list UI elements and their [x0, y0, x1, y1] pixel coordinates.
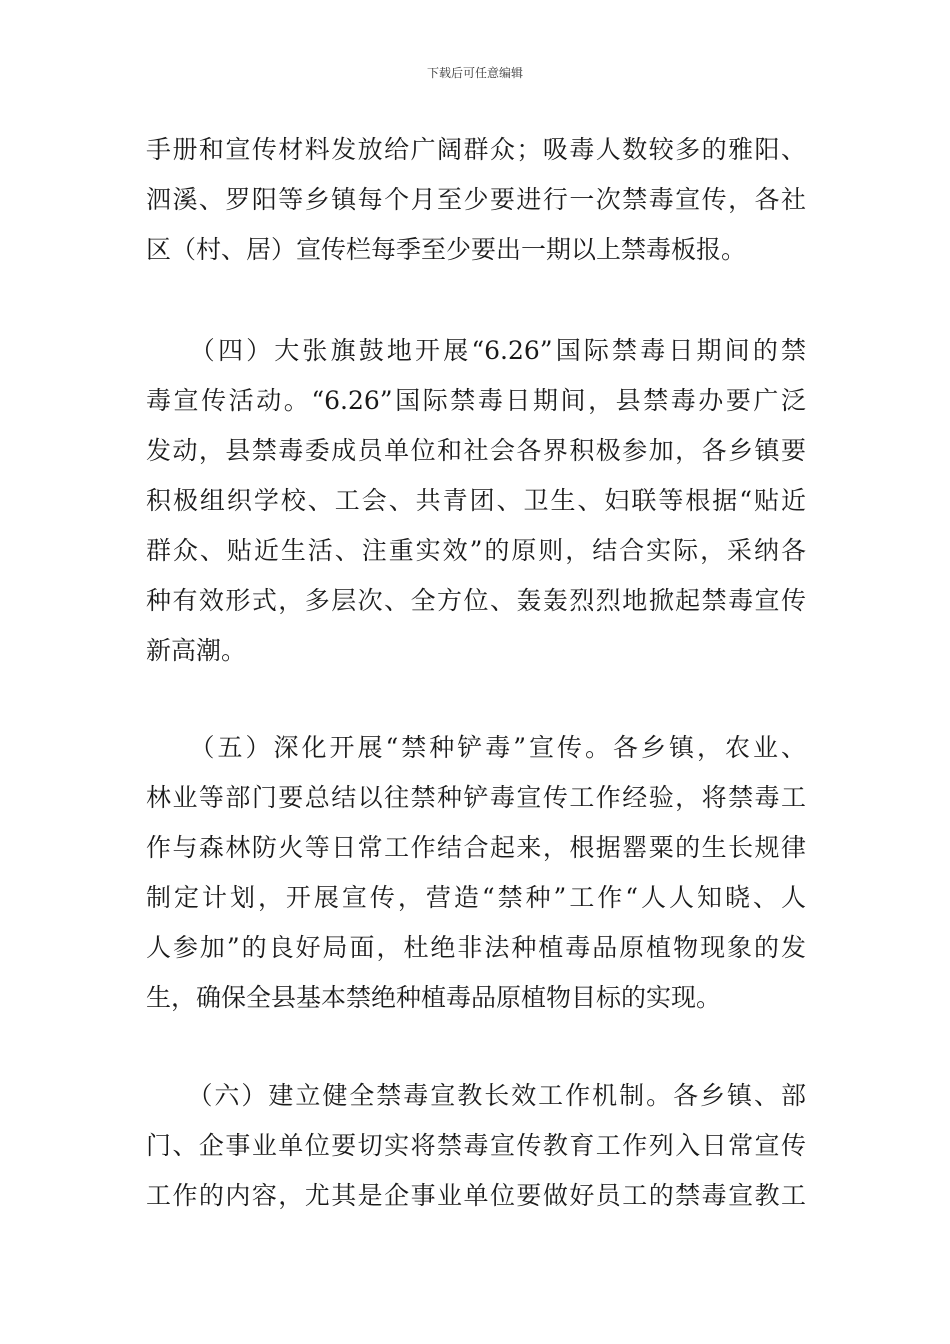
paragraph-continuation	[146, 125, 806, 275]
text-line: 积极组织学校、工会、共青团、卫生、妇联等根据“贴近	[146, 486, 806, 515]
text-line: 门、企事业单位要切实将禁毒宣传教育工作列入日常宣传	[146, 1131, 806, 1160]
text-line: 种有效形式，多层次、全方位、轰轰烈烈地掀起禁毒宣传	[146, 586, 806, 615]
text-line: 毒宣传活动。“6.26”国际禁毒日期间，县禁毒办要广泛	[146, 386, 806, 415]
text-line: 手册和宣传材料发放给广阔群众；吸毒人数较多的雅阳、	[146, 135, 806, 164]
page-header: 下载后可任意编辑	[426, 66, 523, 80]
text-line: 生，确保全县基本禁绝种植毒品原植物目标的实现。	[146, 983, 722, 1012]
paragraph-section-4	[146, 326, 806, 676]
text-line: （五）深化开展“禁种铲毒”宣传。各乡镇，农业、	[146, 733, 806, 762]
paragraph-section-5	[146, 723, 806, 1023]
text-line: 作与森林防火等日常工作结合起来，根据罂粟的生长规律	[146, 833, 806, 862]
paragraph-section-6	[146, 1071, 806, 1221]
text-line: 发动，县禁毒委成员单位和社会各界积极参加，各乡镇要	[146, 436, 806, 465]
text-line: 区（村、居）宣传栏每季至少要出一期以上禁毒板报。	[146, 235, 747, 264]
text-line: 工作的内容，尤其是企事业单位要做好员工的禁毒宣教工	[146, 1181, 806, 1210]
text-line: 群众、贴近生活、注重实效”的原则，结合实际，采纳各	[146, 536, 806, 565]
text-line: 新高潮。	[146, 636, 247, 665]
text-line: 泗溪、罗阳等乡镇每个月至少要进行一次禁毒宣传，各社	[146, 185, 806, 214]
text-line: 人参加”的良好局面，杜绝非法种植毒品原植物现象的发	[146, 933, 806, 962]
text-line: （六）建立健全禁毒宣教长效工作机制。各乡镇、部	[146, 1081, 806, 1110]
text-line: 林业等部门要总结以往禁种铲毒宣传工作经验，将禁毒工	[146, 783, 806, 812]
text-line: 制定计划，开展宣传，营造“禁种”工作“人人知晓、人	[146, 883, 806, 912]
text-line: （四）大张旗鼓地开展“6.26”国际禁毒日期间的禁	[146, 336, 806, 365]
